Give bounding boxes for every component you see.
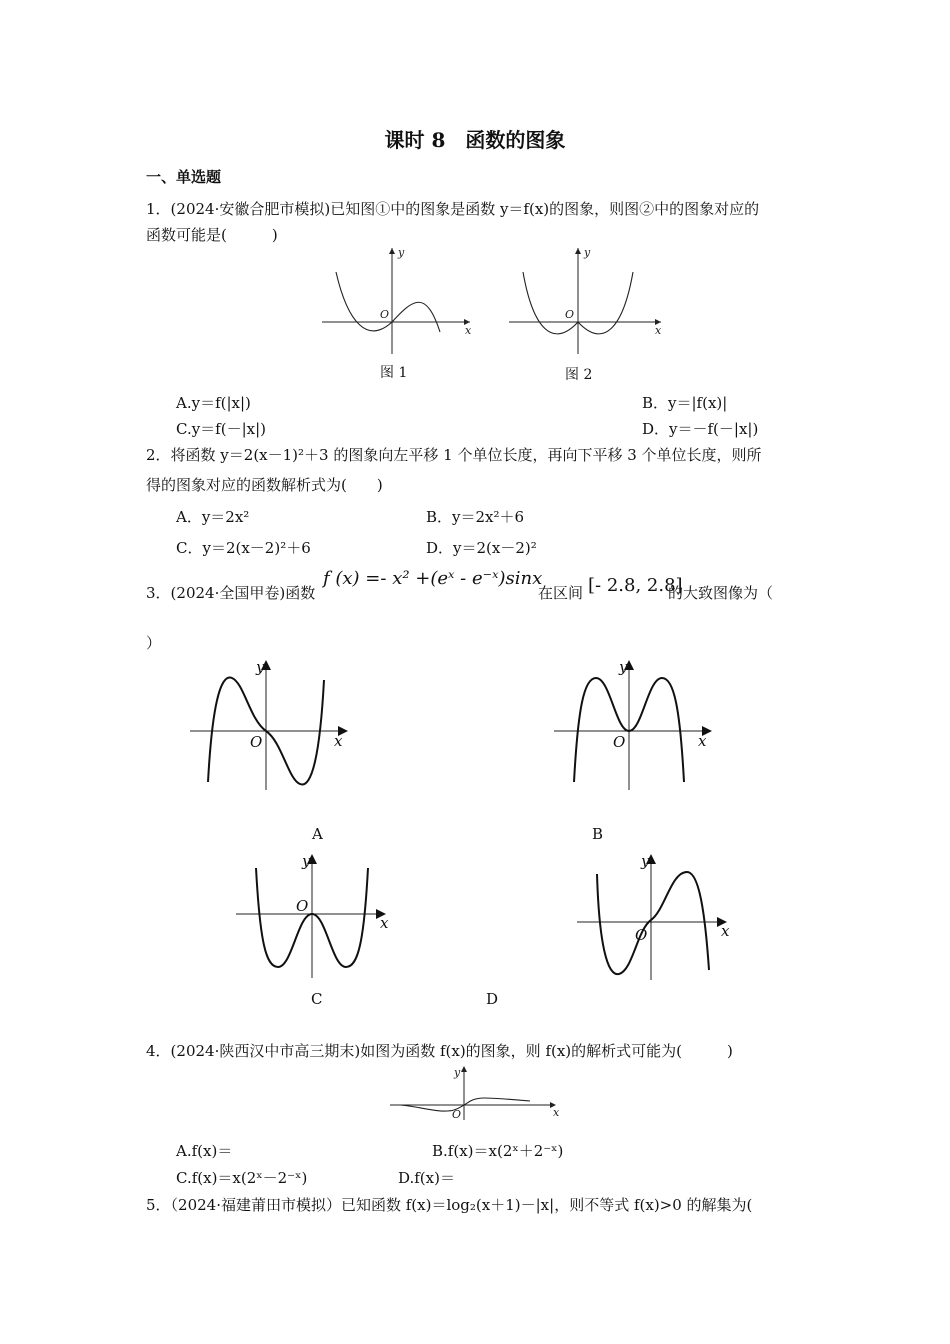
q4-graph [388, 1064, 568, 1124]
x-axis-label: x [380, 914, 389, 932]
q3-option-a[interactable]: A [312, 825, 323, 843]
y-axis-label: y [398, 246, 405, 259]
q1-option-d[interactable]: D．y＝－f(－|x|) [642, 420, 759, 438]
q2-option-b[interactable]: B．y＝2x²＋6 [426, 508, 525, 526]
q1-stem-line2: 函数可能是( ) [146, 226, 278, 244]
origin-label: O [296, 897, 309, 915]
x-axis-label: x [655, 324, 662, 337]
y-axis-label: y [641, 852, 650, 870]
q3-stem-suffix: 的大致图像为（ [668, 584, 774, 602]
q3-graph-b [552, 658, 722, 793]
q4-option-b[interactable]: B.f(x)＝x(2ˣ＋2⁻ˣ) [432, 1142, 564, 1160]
q4-option-a[interactable]: A.f(x)＝ [176, 1142, 233, 1160]
origin-label: O [565, 308, 575, 321]
page-title: 课时 8 函数的图象 [384, 128, 566, 152]
y-axis-label: y [302, 852, 311, 870]
x-axis-label: x [334, 732, 343, 750]
y-axis-label: y [256, 658, 265, 676]
q1-figure-1 [318, 244, 478, 359]
x-axis-label: x [721, 922, 730, 940]
q4-stem-line1: 4．(2024·陕西汉中市高三期末)如图为函数 f(x)的图象，则 f(x)的解析式可能为( ) [146, 1042, 733, 1060]
q1-option-b[interactable]: B．y＝|f(x)| [642, 394, 728, 412]
origin-label: O [452, 1108, 462, 1121]
q3-function-formula: f (x) =- x² +(eˣ - e⁻ˣ)sinx [323, 568, 543, 589]
x-axis-label: x [465, 324, 472, 337]
q3-graph-d [575, 852, 745, 987]
q2-option-a[interactable]: A．y＝2x² [176, 508, 250, 526]
origin-label: O [250, 733, 263, 751]
q1-fig1-curve [336, 272, 440, 332]
q3-graph-a [188, 658, 358, 793]
section-heading: 一、单选题 [146, 168, 222, 186]
q3-option-d[interactable]: D [486, 990, 499, 1008]
q3-graph-c [234, 852, 394, 982]
x-axis-label: x [553, 1106, 560, 1119]
q3-stem-prefix: 3．(2024·全国甲卷)函数 [146, 584, 316, 602]
y-axis-label: y [584, 246, 591, 259]
q3-graph-d-curve [597, 872, 709, 974]
q1-figure-1-caption: 图 1 [380, 365, 408, 381]
x-axis-label: x [698, 732, 707, 750]
q1-option-c[interactable]: C.y＝f(－|x|) [176, 420, 267, 438]
q3-stem-middle: 在区间 [538, 584, 584, 602]
q4-option-d[interactable]: D.f(x)＝ [398, 1169, 455, 1187]
origin-label: O [380, 308, 390, 321]
origin-label: O [635, 926, 648, 944]
q3-stem-close: ） [146, 634, 162, 652]
q1-figure-2 [505, 244, 670, 359]
q3-interval: [- 2.8, 2.8] [588, 575, 683, 596]
origin-label: O [613, 733, 626, 751]
q1-figure-2-caption: 图 2 [565, 367, 593, 383]
q1-stem-line1: 1．(2024·安徽合肥市模拟)已知图①中的图象是函数 y＝f(x)的图象，则图②中的图象对应的 [146, 200, 760, 218]
y-axis-label: y [619, 658, 628, 676]
q1-option-a[interactable]: A.y＝f(|x|) [176, 394, 251, 412]
q5-stem-line1: 5．（2024·福建莆田市模拟）已知函数 f(x)＝log₂(x＋1)－|x|，则不等式 f(x)>0 的解集为( [146, 1196, 753, 1214]
q2-stem-line1: 2．将函数 y＝2(x－1)²＋3 的图象向左平移 1 个单位长度，再向下平移 3 个单位长度，则所 [146, 446, 762, 464]
q2-option-c[interactable]: C．y＝2(x－2)²＋6 [176, 539, 311, 557]
q2-stem-line2: 得的图象对应的函数解析式为( ) [146, 476, 383, 494]
q4-option-c[interactable]: C.f(x)＝x(2ˣ－2⁻ˣ) [176, 1169, 308, 1187]
q3-option-c[interactable]: C [311, 990, 323, 1008]
q3-option-b[interactable]: B [592, 825, 604, 843]
q2-option-d[interactable]: D．y＝2(x－2)² [426, 539, 537, 557]
y-axis-label: y [454, 1066, 461, 1079]
